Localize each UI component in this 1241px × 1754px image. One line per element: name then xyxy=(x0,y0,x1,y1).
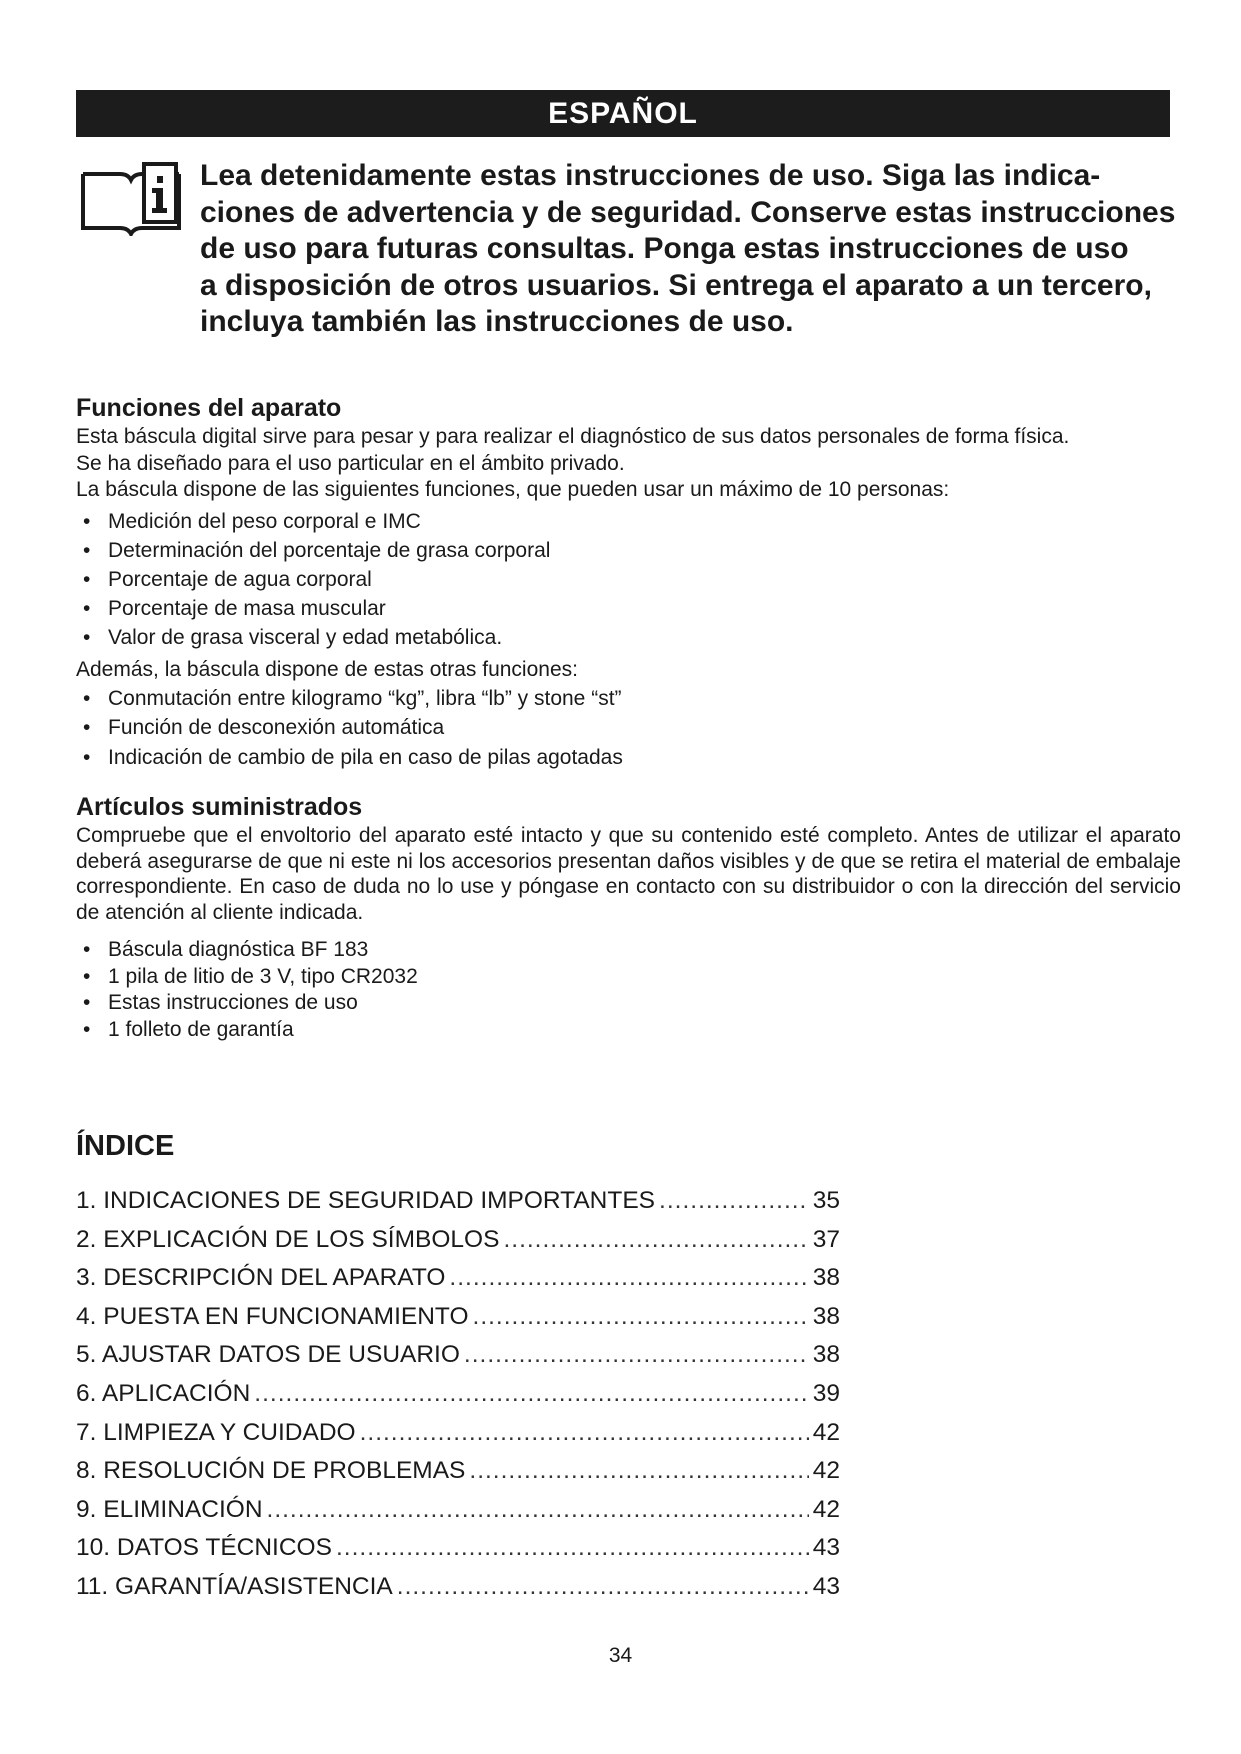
list-item: • Báscula diagnóstica BF 183 xyxy=(76,937,1181,964)
toc-page: 43 xyxy=(812,1572,840,1600)
list-item: • Indicación de cambio de pila en caso de pilas agotadas xyxy=(76,743,1181,773)
paragraph-line: Además, la báscula dispone de estas otras funciones: xyxy=(76,657,578,681)
toc-leader xyxy=(397,1573,809,1601)
toc-leader xyxy=(464,1341,809,1369)
section-articulos xyxy=(76,792,1181,1043)
toc-entry[interactable] xyxy=(76,1419,840,1458)
toc-page: 38 xyxy=(812,1341,840,1369)
toc-page: 42 xyxy=(812,1457,840,1485)
toc-label: 10. DATOS TÉCNICOS xyxy=(76,1534,332,1562)
paragraph-line: Se ha diseñado para el uso particular en el ámbito privado. xyxy=(76,451,625,475)
toc-leader xyxy=(449,1264,808,1292)
list-item: • Determinación del porcentaje de grasa corporal xyxy=(76,536,1181,565)
intro-line: incluya también las instrucciones de uso. xyxy=(200,305,794,338)
toc-leader xyxy=(503,1226,808,1254)
toc-leader xyxy=(336,1534,809,1562)
toc-leader xyxy=(659,1187,809,1215)
extra-functions-list xyxy=(76,684,1181,773)
list-item: • Función de desconexión automática xyxy=(76,713,1181,743)
section-title-articulos: Artículos suministrados xyxy=(76,793,363,821)
intro-warning-text xyxy=(200,158,1180,341)
toc-page: 37 xyxy=(812,1225,840,1253)
toc-label: 8. RESOLUCIÓN DE PROBLEMAS xyxy=(76,1457,466,1485)
toc-entry[interactable] xyxy=(76,1264,840,1303)
toc-label: 2. EXPLICACIÓN DE LOS SÍMBOLOS xyxy=(76,1225,500,1253)
toc-entry[interactable] xyxy=(76,1303,840,1342)
list-item: • Conmutación entre kilogramo “kg”, libra “lb” y stone “st” xyxy=(76,684,1181,714)
list-item: • Medición del peso corporal e IMC xyxy=(76,507,1181,536)
toc-leader xyxy=(254,1380,808,1408)
articulos-paragraph: Compruebe que el envoltorio del aparato esté intacto y que su contenido esté completo. Antes de utilizar el aparato deberá asegurarse de que ni este ni los accesorios presentan daños visibles y de que se retira el material de embalaje correspondiente. En caso de duda no lo use y póngase en contacto con su distribuidor o con la dirección del servicio de atención al cliente indicada. xyxy=(76,824,1181,924)
list-item: • 1 folleto de garantía xyxy=(76,1017,1181,1044)
toc-leader xyxy=(473,1303,809,1331)
section-title-funciones: Funciones del aparato xyxy=(76,394,342,422)
toc-entry[interactable] xyxy=(76,1573,840,1612)
toc-page: 35 xyxy=(812,1187,840,1214)
language-title: ESPAÑOL xyxy=(548,97,698,130)
toc-page: 39 xyxy=(812,1379,840,1407)
toc-label: 1. INDICACIONES DE SEGURIDAD IMPORTANTES xyxy=(76,1187,656,1214)
list-item: • 1 pila de litio de 3 V, tipo CR2032 xyxy=(76,964,1181,991)
toc-entry[interactable] xyxy=(76,1457,840,1496)
section-funciones xyxy=(76,393,1181,772)
toc-label: 6. APLICACIÓN xyxy=(76,1379,251,1407)
table-of-contents xyxy=(76,1187,840,1612)
toc-label: 7. LIMPIEZA Y CUIDADO xyxy=(76,1418,356,1446)
functions-list xyxy=(76,507,1181,652)
toc-page: 42 xyxy=(812,1495,840,1523)
toc-page: 43 xyxy=(812,1534,840,1562)
info-manual-icon xyxy=(80,160,182,236)
list-item: • Estas instrucciones de uso xyxy=(76,990,1181,1017)
list-item: • Porcentaje de masa muscular xyxy=(76,594,1181,623)
page-number: 34 xyxy=(608,1644,633,1667)
index-title: ÍNDICE xyxy=(76,1130,175,1162)
intro-line: de uso para futuras consultas. Ponga estas instrucciones de uso xyxy=(200,232,1129,265)
toc-page: 38 xyxy=(812,1264,840,1292)
intro-line: a disposición de otros usuarios. Si entrega el aparato a un tercero, xyxy=(200,268,1152,302)
intro-line: ciones de advertencia y de seguridad. Conserve estas instrucciones xyxy=(200,195,1176,229)
list-item: • Valor de grasa visceral y edad metabólica. xyxy=(76,623,1181,652)
toc-page: 38 xyxy=(812,1302,840,1330)
toc-label: 5. AJUSTAR DATOS DE USUARIO xyxy=(76,1341,460,1369)
toc-label: 3. DESCRIPCIÓN DEL APARATO xyxy=(76,1264,446,1292)
language-header-bar xyxy=(76,90,1170,137)
toc-entry[interactable] xyxy=(76,1380,840,1419)
intro-line: Lea detenidamente estas instrucciones de uso. Siga las indica- xyxy=(200,159,1101,192)
toc-leader xyxy=(360,1419,809,1447)
paragraph-line: Esta báscula digital sirve para pesar y para realizar el diagnóstico de sus datos personales de forma física. xyxy=(76,425,1070,448)
toc-leader xyxy=(267,1496,809,1524)
toc-leader xyxy=(469,1457,808,1485)
toc-entry[interactable] xyxy=(76,1496,840,1535)
toc-page: 42 xyxy=(812,1418,840,1446)
toc-entry[interactable] xyxy=(76,1341,840,1380)
supplied-items-list xyxy=(76,937,1181,1043)
paragraph-line: La báscula dispone de las siguientes funciones, que pueden usar un máximo de 10 personas: xyxy=(76,478,950,501)
toc-entry[interactable] xyxy=(76,1187,840,1226)
list-item: • Porcentaje de agua corporal xyxy=(76,565,1181,594)
toc-label: 9. ELIMINACIÓN xyxy=(76,1495,263,1523)
toc-label: 4. PUESTA EN FUNCIONAMIENTO xyxy=(76,1302,469,1330)
toc-label: 11. GARANTÍA/ASISTENCIA xyxy=(76,1572,393,1600)
toc-entry[interactable] xyxy=(76,1534,840,1573)
toc-entry[interactable] xyxy=(76,1226,840,1265)
